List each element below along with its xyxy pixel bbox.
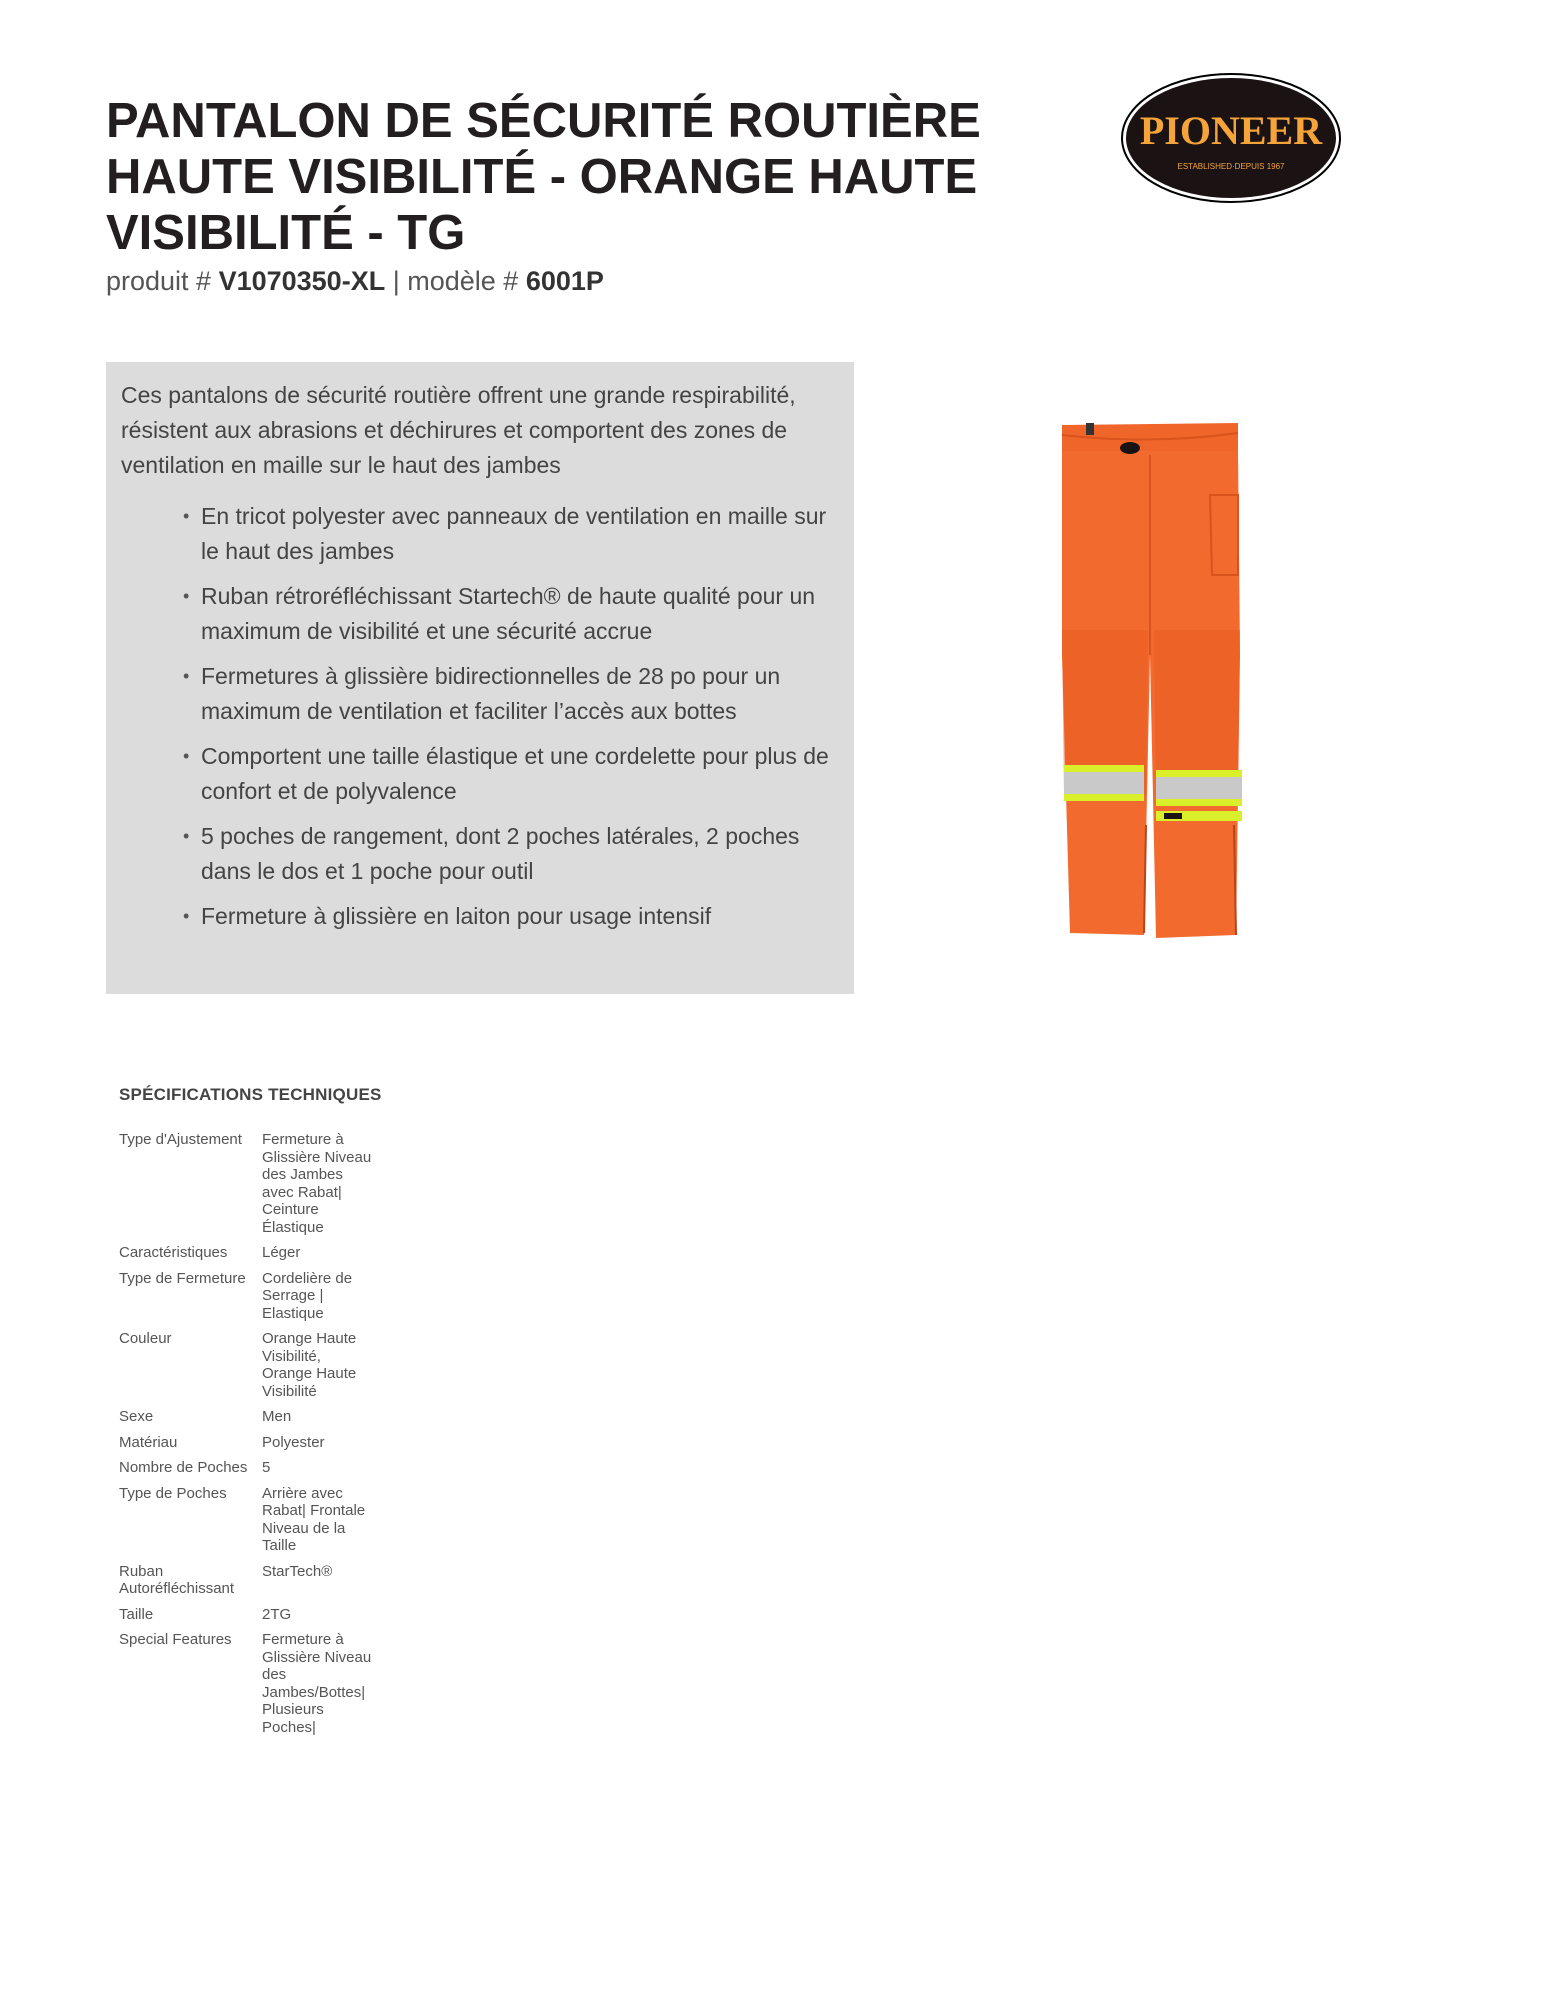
spec-label: Type d'Ajustement	[119, 1131, 242, 1148]
table-row	[119, 1563, 374, 1606]
table-row	[119, 1434, 374, 1460]
specs-table	[119, 1131, 374, 1744]
product-separator: |	[385, 266, 408, 296]
pioneer-logo	[1120, 72, 1342, 204]
table-row	[119, 1270, 374, 1331]
spec-label: Special Features	[119, 1631, 232, 1648]
product-info	[106, 264, 604, 298]
description-intro: Ces pantalons de sécurité routière offrent une grande respirabilité, résistent aux abrasions et déchirures et comportent des zones de ventilation en maille sur le haut des jambes	[121, 382, 796, 478]
spec-value: 2TG	[262, 1605, 292, 1623]
spec-value: 5	[262, 1459, 271, 1476]
model-number-prefix: modèle #	[407, 266, 526, 296]
spec-value: Fermeture à Glissière Niveau des Jambes/Bottes| Plusieurs Poches|	[262, 1631, 372, 1736]
spec-label: Type de Poches	[119, 1484, 227, 1502]
title-line: PANTALON DE SÉCURITÉ ROUTIÈRE	[106, 94, 981, 148]
page-title	[106, 93, 1006, 261]
model-number: 6001P	[525, 266, 604, 296]
spec-value: Men	[262, 1408, 292, 1425]
table-row	[119, 1606, 374, 1632]
logo-brand: PIONEER	[1139, 108, 1323, 153]
feature-item: • Fermeture à glissière en laiton pour usage intensif	[183, 899, 838, 934]
feature-item: • 5 poches de rangement, dont 2 poches latérales, 2 poches dans le dos et 1 poche pour outil	[183, 819, 838, 889]
feature-item: • Comportent une taille élastique et une cordelette pour plus de confort et de polyvalence	[183, 739, 838, 809]
feature-item: • Fermetures à glissière bidirectionnelles de 28 po pour un maximum de ventilation et faciliter l’accès aux bottes	[183, 659, 838, 729]
product-number: V1070350-XL	[218, 266, 386, 296]
feature-item: • Ruban rétroréfléchissant Startech® de haute qualité pour un maximum de visibilité et une sécurité accrue	[183, 579, 838, 649]
spec-value: Arrière avec Rabat| Frontale Niveau de la Taille	[262, 1484, 366, 1554]
spec-value: Cordelière de Serrage | Elastique	[262, 1269, 353, 1322]
spec-label: Type de Fermeture	[119, 1269, 246, 1287]
feature-list	[121, 499, 838, 934]
title-line: VISIBILITÉ - TG	[106, 206, 466, 260]
spec-label: Sexe	[119, 1408, 154, 1425]
product-number-prefix: produit #	[106, 266, 219, 296]
table-row	[119, 1408, 374, 1434]
table-row	[119, 1459, 374, 1485]
table-row	[119, 1485, 374, 1563]
feature-item: • En tricot polyester avec panneaux de ventilation en maille sur le haut des jambes	[183, 499, 838, 569]
spec-label: Ruban Autoréfléchissant	[119, 1562, 235, 1597]
spec-value: Léger	[262, 1244, 301, 1261]
spec-value: Polyester	[262, 1433, 325, 1451]
spec-label: Caractéristiques	[119, 1244, 228, 1261]
spec-label: Taille	[119, 1605, 154, 1623]
specs-title: SPÉCIFICATIONS TECHNIQUES	[119, 1085, 382, 1104]
spec-value: Fermeture à Glissière Niveau des Jambes avec Rabat| Ceinture Élastique	[262, 1131, 372, 1236]
spec-label: Matériau	[119, 1433, 178, 1451]
logo-tagline: ESTABLISHED·DEPUIS 1967	[1177, 162, 1285, 171]
spec-label: Nombre de Poches	[119, 1459, 248, 1476]
spec-value: StarTech®	[262, 1562, 333, 1580]
table-row	[119, 1131, 374, 1244]
table-row	[119, 1330, 374, 1408]
spec-value: Orange Haute Visibilité, Orange Haute Visibilité	[262, 1330, 357, 1400]
table-row	[119, 1244, 374, 1270]
description-panel	[106, 362, 854, 994]
table-row	[119, 1631, 374, 1744]
title-line: HAUTE VISIBILITÉ - ORANGE HAUTE	[106, 150, 978, 204]
product-image	[1050, 415, 1270, 975]
spec-label: Couleur	[119, 1330, 172, 1347]
